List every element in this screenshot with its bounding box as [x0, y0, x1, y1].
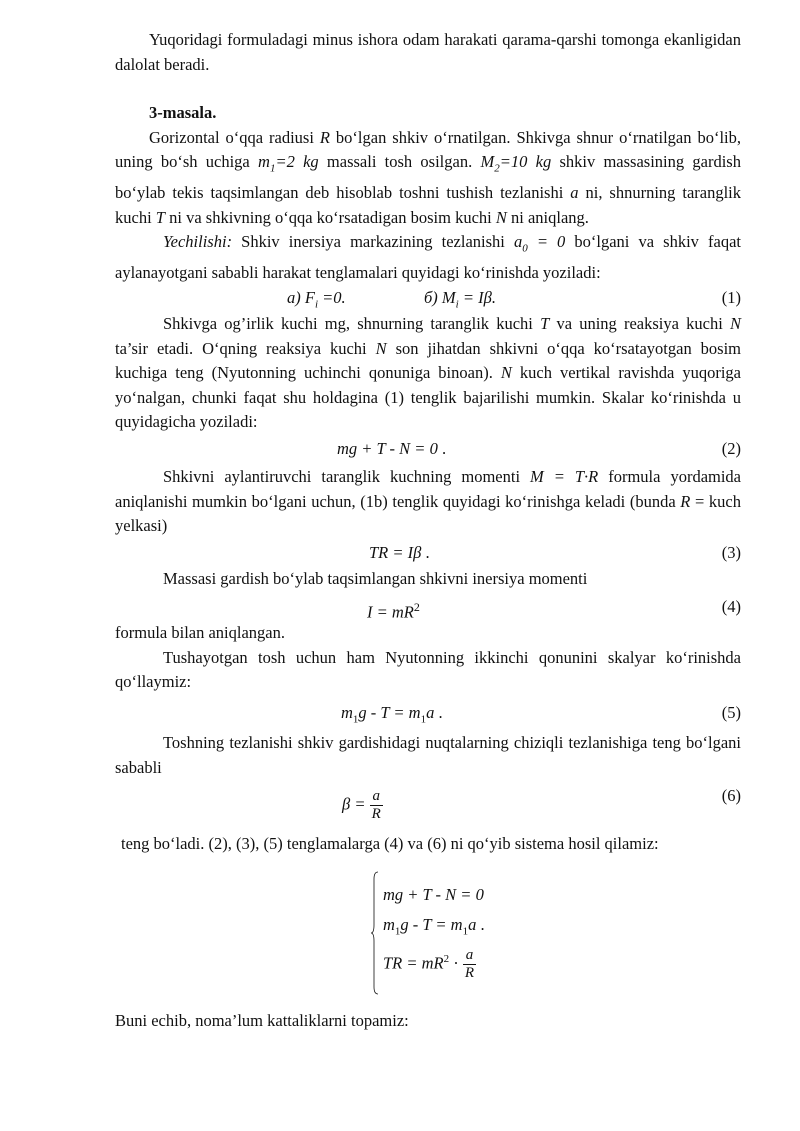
equation-3: TR = Iβ . (3) [115, 541, 741, 567]
system-row-3: TR = $mR^2$ · $\frac{a}{R}$ [383, 947, 475, 982]
fraction: $\frac{a}{R}$ [464, 947, 475, 982]
fraction: $\frac{a}{R}$ [371, 788, 381, 823]
equation-2: mg + T - N = 0 . (2) [115, 437, 741, 463]
paragraph-conclusion: Buni echib, noma’lum kattaliklarni topamiz: [115, 1010, 409, 1030]
equation-number: (4) [721, 597, 741, 617]
paragraph-inertia: Massasi gardish bo‘ylab taqsimlangan shkivni inersiya momenti [163, 568, 588, 588]
equation-5: $m_1g - T = m_1a$ . (5) [341, 703, 741, 726]
document-page [115, 28, 741, 1033]
paragraph-system-intro: teng bo‘ladi. (2), (3), (5) tenglamalarga (4) va (6) ni qo‘yib sistema hosil qilamiz: [121, 834, 659, 854]
problem-title: 3-masala. [149, 103, 217, 123]
equation-number: (2) [721, 438, 741, 458]
paragraph-newton: Tushayotgan tosh uchun ham Nyutonning ikkinchi qonunini skalyar ko‘rinishda qo‘llaymiz: [115, 647, 741, 692]
solution-intro: Yechilishi: Shkiv inersiya markazining tezlanishi $a_0 = 0$ bo‘lgani va shkiv faqat aylanayotgani sababli harakat tenglamalari quyidagi ko‘rinishda yoziladi: [115, 232, 741, 283]
paragraph-moment: Shkivni aylantiruvchi taranglik kuchning momenti M = T·R formula yordamida aniqlanishi mumkin bo‘lgani uchun, (1b) tenglik quyidagi ko‘rinishga keladi (bunda R = kuch yelkasi) [115, 466, 742, 536]
equation-4: $I = mR^2$ (4) [367, 597, 741, 622]
equation-number: (1) [721, 287, 741, 307]
paragraph-intro: Yuqoridagi formuladagi minus ishora odam harakati qarama-qarshi tomonga ekanligidan dalolat beradi. [115, 30, 741, 74]
equation-number: (3) [721, 542, 741, 562]
equation-1: а) $F_i =0$. б) $M_i = I\beta$. (1) [287, 287, 741, 311]
equation-number: (6) [721, 786, 741, 806]
equation-system [115, 857, 741, 1009]
equation-6: β = $\frac{a}{R}$ (6) [342, 786, 741, 823]
equation-number: (5) [721, 703, 741, 723]
system-row-2: $m_1g - T = m_1a$ . [383, 914, 485, 938]
brace-icon [371, 871, 379, 995]
paragraph-acceleration: Toshning tezlanishi shkiv gardishidagi nuqtalarning chiziqli tezlanishiga teng bo‘lgani sababli [115, 733, 741, 777]
paragraph-forces: Shkivga og’irlik kuchi mg, shnurning taranglik kuchi T va uning reaksiya kuchi N ta’sir etadi. O‘qning reaksiya kuchi N son jihatdan shkivni o‘qqa ko‘rsatayotgan bosim kuchiga teng (Nyutonning uchinchi qonuniga binoan). N kuch vertikal ravishda yuqoriga yo‘nalgan, chunki faqat shu holdagina (1) tenglik bajarilishi mumkin. Skalar ko‘rinishda u quyidagicha yoziladi: [115, 313, 741, 432]
paragraph-formula-note: formula bilan aniqlangan. [115, 623, 285, 643]
problem-statement: Gorizontal o‘qqa radiusi R bo‘lgan shkiv o‘rnatilgan. Shkivga shnur o‘rnatilgan bo‘lib, uning bo‘sh uchiga $m_1=2$ kg massali tosh osilgan. $M_2=10$ kg shkiv massasining gardish bo‘ylab tekis taqsimlangan deb hisoblab toshni tushish tezlanishi a ni, shnurning taranglik kuchi T ni va shkivning o‘qqa ko‘rsatadigan bosim kuchi N ni aniqlang. [115, 127, 742, 227]
system-row-1: mg + T - N = 0 [383, 884, 484, 904]
